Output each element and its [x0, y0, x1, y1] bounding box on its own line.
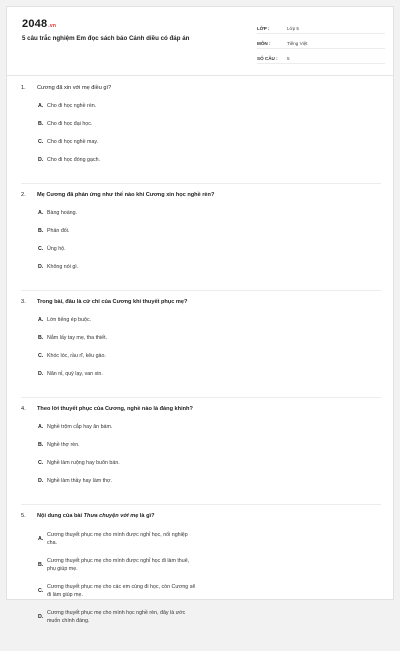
question-text: Cương đã xin với mẹ điều gì? — [37, 85, 112, 91]
meta-subject: MÔN : Tiếng Việt — [257, 34, 385, 49]
meta-class: LỚP : Lớp 5 — [257, 19, 385, 34]
meta-info — [257, 19, 385, 64]
worksheet-header — [7, 7, 393, 76]
question-text: Mẹ Cương đã phản ứng như thế nào khi Cương xin học nghề rèn? — [37, 192, 215, 198]
option-a[interactable]: A. Lớn tiếng ép buộc. — [38, 317, 92, 323]
option-b[interactable]: B. Nghề thợ rèn. — [38, 442, 80, 448]
option-d[interactable]: D. Cương thuyết phục mẹ cho mình học nghề rèn, đây là ước muốn chính đáng. — [38, 610, 186, 624]
option-b[interactable]: B. Phản đối. — [38, 228, 70, 234]
question-3 — [21, 299, 381, 398]
question-5 — [21, 513, 381, 643]
site-logo[interactable]: 2048.vn — [22, 18, 57, 30]
option-d[interactable]: D. Cho đi học đóng gạch. — [38, 157, 101, 163]
question-list — [21, 85, 381, 651]
page-title: 5 câu trắc nghiệm Em đọc sách báo Cánh diều có đáp án — [22, 35, 190, 42]
option-a[interactable]: A. Nghề trộm cắp hay ăn bám. — [38, 424, 113, 430]
option-d[interactable]: D. Không nói gì. — [38, 264, 79, 270]
option-a[interactable]: A. Cho đi học nghề rèn. — [38, 103, 97, 109]
option-c[interactable]: C. Khóc lóc, rầu rĩ, kêu gào. — [38, 353, 106, 359]
option-a[interactable]: A. Cương thuyết phục mẹ cho mình được nghỉ học, nối nghiệp cha. — [38, 532, 188, 546]
question-text: Theo lời thuyết phục của Cương, nghề nào là đáng khinh? — [37, 406, 193, 412]
option-c[interactable]: C. Nghề làm ruộng hay buôn bán. — [38, 460, 120, 466]
worksheet-page — [6, 6, 394, 624]
question-number: 4. — [21, 406, 26, 412]
option-b[interactable]: B. Cho đi học đại học. — [38, 121, 93, 127]
question-number: 5. — [21, 513, 26, 519]
option-b[interactable]: B. Nắm lấy tay mẹ, tha thiết. — [38, 335, 108, 341]
option-d[interactable]: D. Nghề làm thầy hay làm thợ. — [38, 478, 113, 484]
option-c[interactable]: C. Cho đi học nghề may. — [38, 139, 99, 145]
question-2 — [21, 192, 381, 291]
option-b[interactable]: B. Cương thuyết phục mẹ cho mình được nghỉ học đi làm thuê, phụ giúp mẹ. — [38, 558, 190, 572]
option-c[interactable]: C. Cương thuyết phục mẹ cho các em cùng đi học, còn Cương sẽ đi làm giúp mẹ. — [38, 584, 196, 598]
question-1 — [21, 85, 381, 184]
option-d[interactable]: D. Năn nỉ, quỳ lạy, van xin. — [38, 371, 103, 377]
question-text: Nội dung của bài Thưa chuyện với mẹ là gì? — [37, 513, 155, 519]
question-4 — [21, 406, 381, 505]
question-number: 3. — [21, 299, 26, 305]
question-number: 2. — [21, 192, 26, 198]
meta-count: SỐ CÂU : 5 — [257, 49, 385, 64]
question-number: 1. — [21, 85, 26, 91]
option-a[interactable]: A. Bàng hoàng. — [38, 210, 78, 216]
question-text: Trong bài, đâu là cử chỉ của Cương khi thuyết phục mẹ? — [37, 299, 188, 305]
option-c[interactable]: C. Ủng hộ. — [38, 246, 66, 252]
